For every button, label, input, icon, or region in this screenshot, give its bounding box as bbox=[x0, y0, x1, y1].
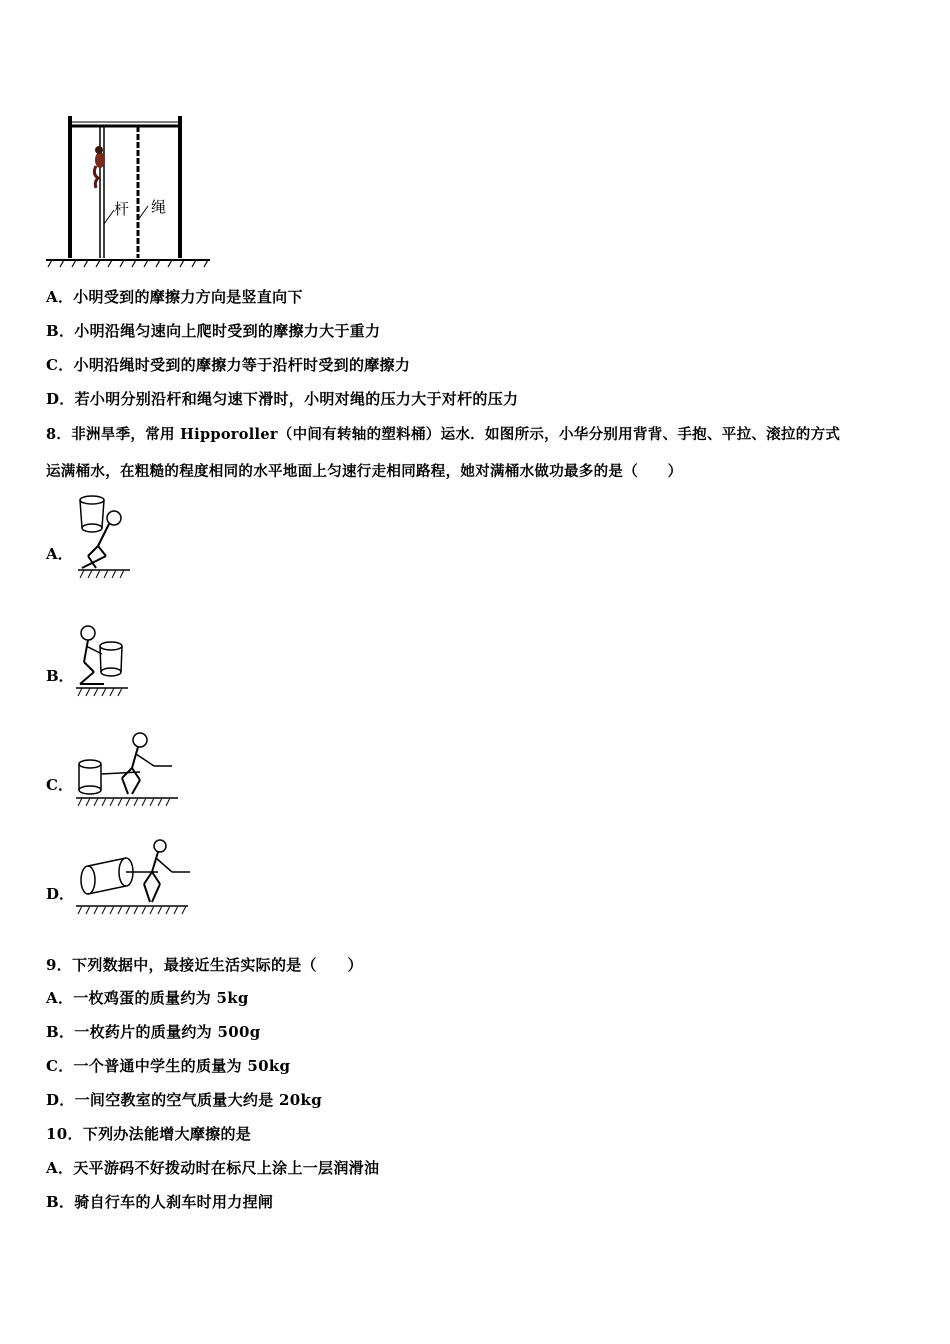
q8-option-c-label[interactable]: C． bbox=[46, 776, 73, 794]
q8-option-c-figure[interactable] bbox=[74, 730, 184, 814]
q8-option-a-figure[interactable] bbox=[74, 494, 134, 584]
q10-option-b[interactable]: B．骑自行车的人刹车时用力捏闸 bbox=[46, 1193, 274, 1211]
q9-stem: 9．下列数据中，最接近生活实际的是（ ） bbox=[46, 956, 363, 974]
q8-stem-line2: 运满桶水，在粗糙的程度相同的水平地面上匀速行走相同路程，她对满桶水做功最多的是（ ） bbox=[46, 463, 683, 480]
q8-option-a-label[interactable]: A． bbox=[46, 545, 73, 563]
pole-label: 杆 bbox=[114, 200, 130, 218]
q8-stem-line1: 8．非洲旱季，常用 Hipporoller（中间有转轴的塑料桶）运水．如图所示，小华分别用背背、手抱、平拉、滚拉的方式 bbox=[46, 426, 841, 443]
q10-stem: 10．下列办法能增大摩擦的是 bbox=[46, 1125, 252, 1143]
q9-option-d[interactable]: D．一间空教室的空气质量大约是 20kg bbox=[46, 1091, 322, 1109]
q9-option-a[interactable]: A．一枚鸡蛋的质量约为 5kg bbox=[46, 989, 249, 1007]
rope-label: 绳 bbox=[151, 198, 167, 216]
q10-option-a[interactable]: A．天平游码不好拨动时在标尺上涂上一层润滑油 bbox=[46, 1159, 380, 1177]
q8-option-b-figure[interactable] bbox=[74, 624, 134, 708]
q8-option-d-figure[interactable] bbox=[74, 838, 194, 922]
q7-option-b[interactable]: B．小明沿绳匀速向上爬时受到的摩擦力大于重力 bbox=[46, 322, 381, 340]
q9-option-c[interactable]: C．一个普通中学生的质量为 50kg bbox=[46, 1057, 291, 1075]
q9-option-b[interactable]: B．一枚药片的质量约为 500g bbox=[46, 1023, 261, 1041]
q7-option-c[interactable]: C．小明沿绳时受到的摩擦力等于沿杆时受到的摩擦力 bbox=[46, 356, 411, 374]
pole-rope-figure bbox=[44, 112, 214, 270]
q7-option-d[interactable]: D．若小明分别沿杆和绳匀速下滑时，小明对绳的压力大于对杆的压力 bbox=[46, 390, 519, 408]
q8-option-d-label[interactable]: D． bbox=[46, 885, 75, 903]
q8-option-b-label[interactable]: B． bbox=[46, 667, 74, 685]
q7-option-a[interactable]: A．小明受到的摩擦力方向是竖直向下 bbox=[46, 288, 303, 306]
